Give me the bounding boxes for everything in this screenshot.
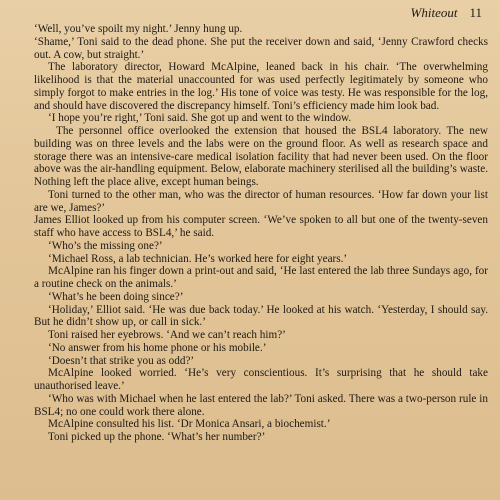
paragraph: ‘Shame,’ Toni said to the dead phone. She put the receiver down and said, ‘Jenny Crawford checks out. A cow, but straight.’ xyxy=(34,35,488,61)
paragraph: ‘What’s he been doing since?’ xyxy=(48,290,184,303)
paragraph: Toni raised her eyebrows. ‘And we can’t reach him?’ xyxy=(48,329,286,341)
paragraph: ‘Doesn’t that strike you as odd?’ xyxy=(48,354,195,367)
paragraph: ‘I hope you’re right,’ Toni said. She got up and went to the window. xyxy=(48,112,352,125)
paragraph: McAlpine looked worried. ‘He’s very conscientious. It’s surprising that he should take unauthorised leave.’ xyxy=(34,367,488,392)
paragraph: Toni turned to the other man, who was the director of human resources. ‘How far down your list are we, James?’ xyxy=(34,188,488,214)
paragraph: McAlpine consulted his list. ‘Dr Monica Ansari, a biochemist.’ xyxy=(48,418,331,431)
paragraph: The laboratory director, Howard McAlpine, leaned back in his chair. ‘The overwhelming likelihood is that the material unaccounted for was used perfectly legitimately by someone who simply forgot to make entries in the log.’ His tone of voice was testy. He was responsible for the log, and should have discovered the discrepancy himself. Toni’s efficiency made him look bad. xyxy=(34,61,488,112)
paragraph: The personnel office overlooked the extension that housed the BSL4 laboratory. The new building was on three levels and the labs were on the ground floor. As well as research space and storage there was an intensive-care medical isolation facility that had never been used. On the floor above was the air-handling equipment. Below, elaborate machinery sterilised all the building’s waste. Nothing left the place alive, except human beings. xyxy=(34,125,488,188)
body-text xyxy=(34,23,488,444)
running-title: Whiteout xyxy=(410,5,458,20)
paragraph: ‘No answer from his home phone or his mobile.’ xyxy=(48,341,267,354)
page-number: 11 xyxy=(469,5,482,20)
paragraph: ‘Holiday,’ Elliot said. ‘He was due back today.’ He looked at his watch. ‘Yesterday, I should say. But he didn’t show up, or call in sick.’ xyxy=(34,303,488,329)
paragraph: McAlpine ran his finger down a print-out and said, ‘He last entered the lab three Sundays ago, for a routine check on the animals.’ xyxy=(34,265,488,290)
paragraph: ‘Well, you’ve spoilt my night.’ Jenny hung up. xyxy=(34,23,243,35)
paragraph: ‘Who’s the missing one?’ xyxy=(48,239,163,252)
paragraph: ‘Who was with Michael when he last entered the lab?’ Toni asked. There was a two-person rule in BSL4; no one could work there alone. xyxy=(34,392,488,418)
page-header xyxy=(411,4,482,22)
paragraph: Toni picked up the phone. ‘What’s her number?’ xyxy=(48,431,266,443)
paragraph: ‘Michael Ross, a lab technician. He’s worked here for eight years.’ xyxy=(48,252,348,265)
paragraph: James Elliot looked up from his computer screen. ‘We’ve spoken to all but one of the twenty-seven staff who have access to BSL4,’ he said. xyxy=(34,214,488,239)
